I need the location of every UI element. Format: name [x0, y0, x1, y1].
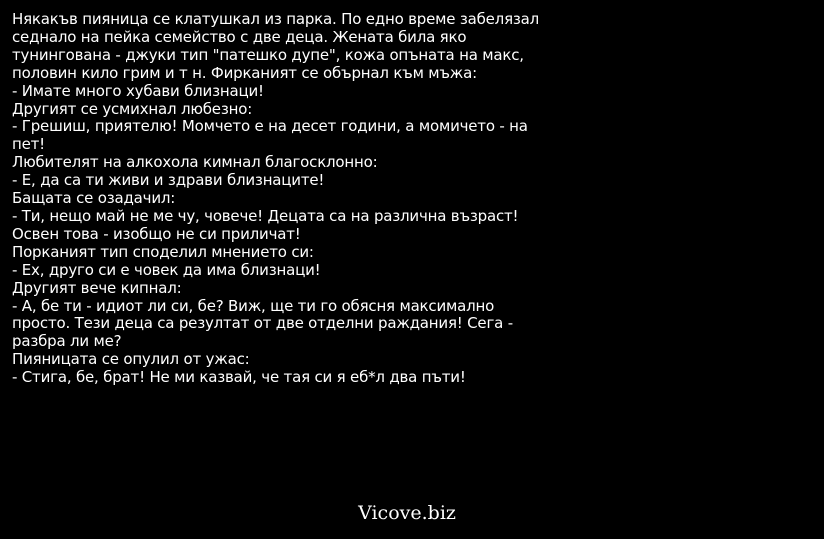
joke-line: Бащата се озадачил: — [12, 189, 176, 208]
joke-line: просто. Тези деца са резултат от две отделни раждания! Сега - — [12, 314, 513, 333]
joke-line: седнало на пейка семейство с две деца. Жената била яко — [12, 27, 467, 46]
joke-line: Освен това - изобщо не си приличат! — [12, 224, 301, 243]
joke-text — [12, 11, 812, 387]
joke-line: - Е, да са ти живи и здрави близнаците! — [12, 171, 325, 190]
joke-line: Другият се усмихнал любезно: — [12, 99, 253, 118]
joke-line: половин кило грим и т н. Фирканият се обърнал към мъжа: — [12, 63, 477, 82]
joke-line: - Ех, друго си е човек да има близнаци! — [12, 260, 321, 279]
joke-line: - А, бе ти - идиот ли си, бе? Виж, ще ти го обясня максимално — [12, 296, 495, 315]
joke-line: Порканият тип споделил мнението си: — [12, 242, 314, 261]
joke-line: Другият вече кипнал: — [12, 278, 182, 297]
joke-line: - Грешиш, приятелю! Момчето е на десет години, а момичето - на — [12, 117, 528, 136]
joke-line: - Ти, нещо май не ме чу, човече! Децата са на различна възраст! — [12, 206, 519, 225]
joke-line: тунингована - джуки тип "патешко дупе", кожа опъната на макс, — [12, 45, 524, 64]
joke-line: Любителят на алкохола кимнал благосклонно: — [12, 153, 378, 172]
site-watermark: Vicove.biz — [358, 502, 456, 524]
joke-line: Някакъв пияница се клатушкал из парка. По едно време забелязал — [12, 10, 540, 28]
joke-line: - Имате много хубави близнаци! — [12, 81, 264, 100]
joke-line: - Стига, бе, брат! Не ми казвай, че тая си я еб*л два пъти! — [12, 368, 466, 387]
joke-line: Пияницата се опулил от ужас: — [12, 350, 250, 369]
joke-line: пет! — [12, 135, 45, 154]
joke-line: разбра ли ме? — [12, 332, 122, 351]
